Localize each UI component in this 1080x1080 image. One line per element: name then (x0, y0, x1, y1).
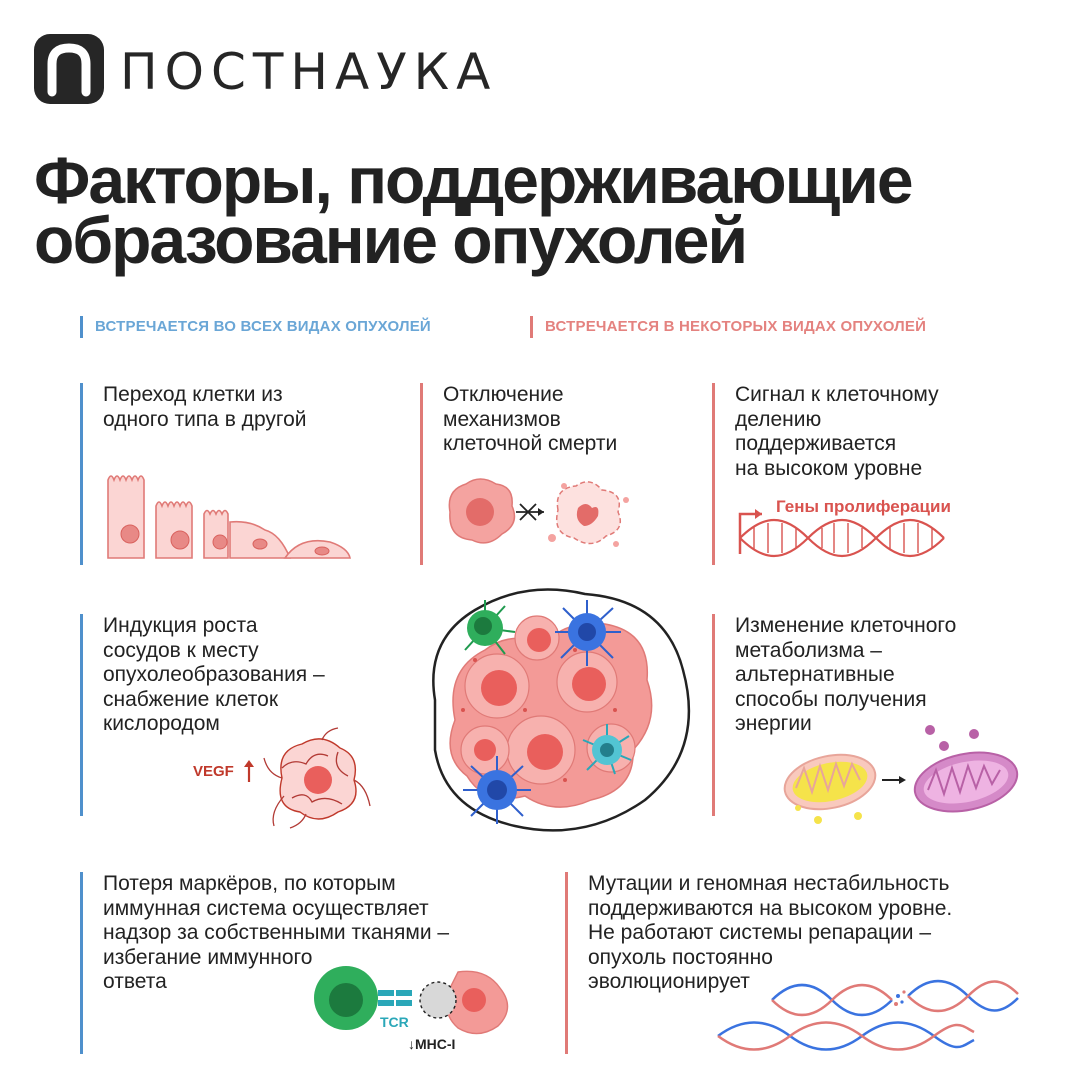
page-title-line1: Факторы, поддерживающие (34, 143, 912, 217)
arrow-down-icon: ↓ (408, 1036, 415, 1052)
mitochondrion-yellow-icon (780, 747, 881, 817)
tumor-illustration (415, 580, 695, 840)
logo-p-icon (34, 34, 104, 104)
mhc-label-wrap (408, 1036, 455, 1052)
factor-text-line: на высоком уровне (735, 456, 923, 480)
factor-text-line: клеточной смерти (443, 432, 618, 455)
arrow-up-icon (242, 760, 256, 782)
factor-text-line: Переход клетки из (103, 383, 283, 406)
factor-text-line: альтернативные (735, 663, 895, 686)
factor-text-line: метаболизма – (735, 638, 882, 662)
dna-proliferation-illustration (734, 500, 954, 560)
mhc-label: MHC-I (415, 1036, 456, 1052)
legend-all-tumors: ВСТРЕЧАЕТСЯ ВО ВСЕХ ВИДАХ ОПУХОЛЕЙ (80, 316, 431, 338)
factor-text-line: ответа (103, 970, 167, 993)
page-title (34, 143, 1054, 277)
factor-text-line: делению (735, 407, 822, 431)
page-title-line2: образование опухолей (34, 203, 747, 277)
cell-transition-illustration (100, 460, 360, 560)
factor-text-line: Сигнал к клеточному (735, 383, 939, 406)
mitochondrion-pink-icon (909, 744, 1022, 820)
legend-some-tumors: ВСТРЕЧАЕТСЯ В НЕКОТОРЫХ ВИДАХ ОПУХОЛЕЙ (530, 316, 926, 338)
factor-text-line: избегание иммунного (103, 945, 313, 969)
factor-text-line: эволюционирует (588, 970, 750, 993)
factor-text-line: снабжение клеток (103, 687, 279, 711)
factor-text-line: механизмов (443, 407, 561, 431)
vascularized-cell-illustration (262, 728, 372, 828)
immune-escape-illustration (310, 962, 520, 1042)
factor-text-line: Мутации и геномная нестабильность (588, 872, 950, 895)
proliferation-genes-label: Гены пролиферации (776, 497, 951, 516)
factor-text-line: поддерживаются на высоком уровне. (588, 896, 953, 920)
tcr-label: TCR (380, 1014, 409, 1030)
factor-text-line: Индукция роста (103, 614, 258, 637)
factor-text-line: сосудов к месту (103, 638, 259, 662)
factor-text-line: опухоль постоянно (588, 945, 773, 969)
factor-text-line: Не работают системы репарации – (588, 921, 932, 944)
factor-text-line: одного типа в другой (103, 407, 307, 431)
broken-dna-illustration (712, 966, 1022, 1056)
factor-text-line: Изменение клеточного (735, 614, 957, 637)
factor-text-line: способы получения (735, 687, 927, 711)
factor-text-line: кислородом (103, 712, 220, 735)
factor-text-line: иммунная система осуществляет (103, 896, 429, 920)
factor-text-line: энергии (735, 712, 812, 735)
factor-text-line: надзор за собственными тканями – (103, 921, 450, 944)
factor-text-line: поддерживается (735, 432, 897, 455)
factor-text-line: опухолеобразования – (103, 663, 325, 686)
brand-name: ПОСТНАУКА (120, 43, 498, 101)
factor-text-line: Отключение (443, 383, 564, 406)
factor-text-line: Потеря маркёров, по которым (103, 872, 396, 895)
mitochondria-illustration (782, 724, 1022, 824)
cell-death-illustration (440, 472, 640, 552)
postnauka-logo-mark (34, 34, 104, 104)
vegf-label: VEGF (193, 763, 234, 780)
